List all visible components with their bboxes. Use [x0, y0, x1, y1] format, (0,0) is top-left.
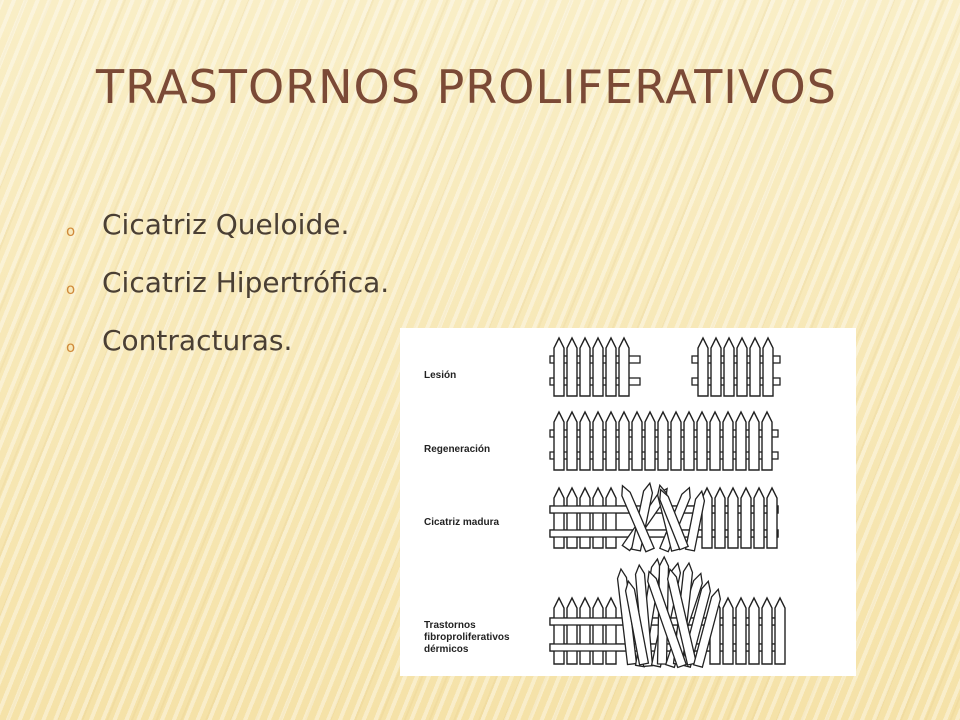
bullet-item: [66, 254, 389, 312]
bullet-list: [66, 196, 389, 370]
bullet-text: Cicatriz Queloide.: [102, 208, 350, 241]
regeneracion-picket: [619, 412, 629, 470]
lesion-right-picket: [698, 338, 708, 396]
madura-left-picket: [567, 488, 577, 548]
bullet-item: [66, 312, 389, 370]
madura-left-picket: [593, 488, 603, 548]
label-trastornos-line2: fibroproliferativos: [424, 632, 510, 643]
label-lesion: Lesión: [424, 370, 457, 381]
trastornos-right-picket: [749, 598, 759, 664]
regeneracion-picket: [710, 412, 720, 470]
bullet-marker-icon: o: [66, 338, 76, 356]
madura-right-picket: [767, 488, 777, 548]
trastornos-left-picket: [567, 598, 577, 664]
lesion-left-picket: [580, 338, 590, 396]
bullet-marker-icon: o: [66, 222, 76, 240]
lesion-right-picket: [763, 338, 773, 396]
trastornos-right-picket: [762, 598, 772, 664]
bullet-item: [66, 196, 389, 254]
trastornos-right-picket: [723, 598, 733, 664]
regeneracion-picket: [762, 412, 772, 470]
lesion-right-picket: [750, 338, 760, 396]
lesion-right-picket: [724, 338, 734, 396]
lesion-right-picket: [711, 338, 721, 396]
trastornos-left-picket: [554, 598, 564, 664]
label-regeneracion: Regeneración: [424, 444, 491, 455]
trastornos-left-picket: [580, 598, 590, 664]
lesion-left-picket: [619, 338, 629, 396]
regeneracion-picket: [749, 412, 759, 470]
madura-right-picket: [741, 488, 751, 548]
madura-right-picket: [715, 488, 725, 548]
lesion-left-picket: [554, 338, 564, 396]
trastornos-right-picket: [736, 598, 746, 664]
lesion-left-picket: [567, 338, 577, 396]
lesion-left-picket: [593, 338, 603, 396]
label-trastornos-line3: dérmicos: [424, 644, 469, 655]
trastornos-left-picket: [606, 598, 616, 664]
madura-left-picket: [606, 488, 616, 548]
madura-left-picket: [554, 488, 564, 548]
label-cicatriz-madura: Cicatriz madura: [424, 517, 500, 528]
regeneracion-picket: [697, 412, 707, 470]
trastornos-right-picket: [775, 598, 785, 664]
bullet-text: Contracturas.: [102, 324, 293, 357]
regeneracion-picket: [567, 412, 577, 470]
regeneracion-picket: [658, 412, 668, 470]
regeneracion-picket: [645, 412, 655, 470]
regeneracion-picket: [580, 412, 590, 470]
regeneracion-picket: [554, 412, 564, 470]
fence-drawing: [400, 328, 856, 676]
madura-left-picket: [580, 488, 590, 548]
madura-right-picket: [754, 488, 764, 548]
slide-title: TRASTORNOS PROLIFERATIVOS: [96, 60, 837, 114]
regeneracion-picket: [684, 412, 694, 470]
bullet-text: Cicatriz Hipertrófica.: [102, 266, 390, 299]
lesion-right-picket: [737, 338, 747, 396]
regeneracion-picket: [593, 412, 603, 470]
label-trastornos-line1: Trastornos: [424, 620, 476, 631]
madura-right-picket: [728, 488, 738, 548]
scar-fence-diagram: [400, 328, 856, 676]
bullet-marker-icon: o: [66, 280, 76, 298]
regeneracion-picket: [671, 412, 681, 470]
trastornos-left-picket: [593, 598, 603, 664]
regeneracion-picket: [723, 412, 733, 470]
regeneracion-picket: [606, 412, 616, 470]
lesion-left-picket: [606, 338, 616, 396]
regeneracion-picket: [632, 412, 642, 470]
regeneracion-picket: [736, 412, 746, 470]
